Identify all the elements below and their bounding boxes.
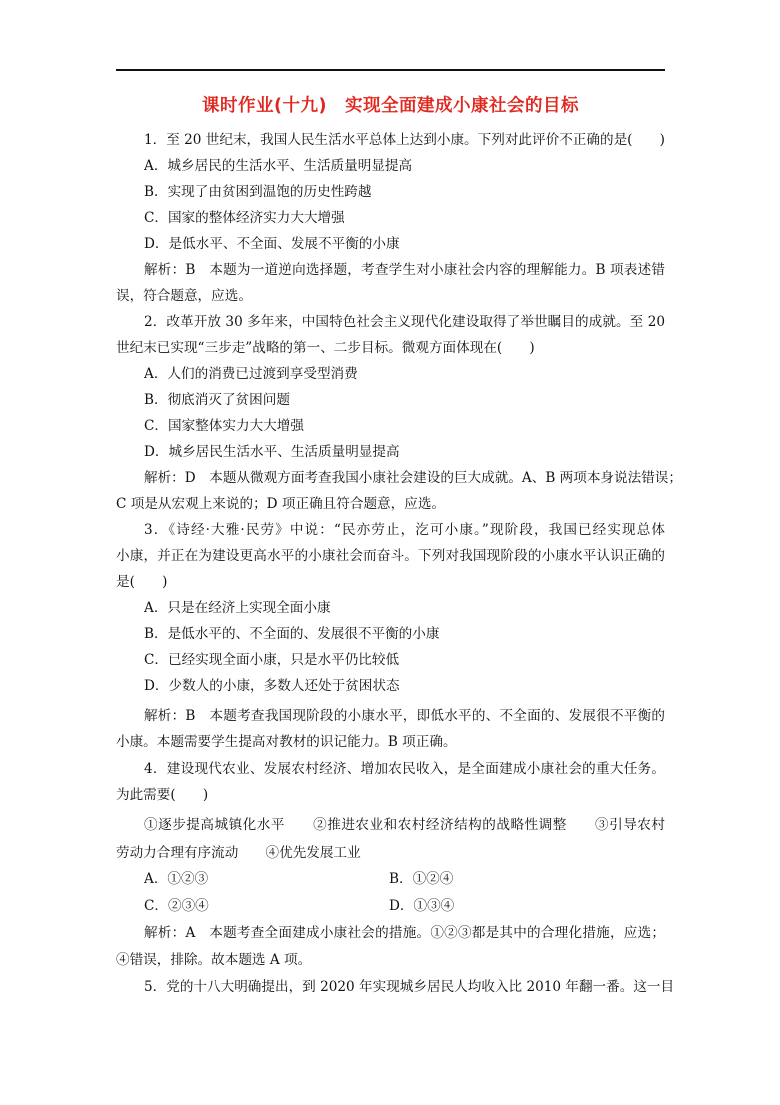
q4-analysis: 解析：A 本题考查全面建成小康社会的措施。①②③都是其中的合理化措施，应选； bbox=[144, 925, 665, 941]
q2-stem-cont: 世纪末已实现“三步走”战略的第一、二步目标。微观方面体现在( ) bbox=[116, 340, 535, 356]
q4-statements-cont: 劳动力合理有序流动 ④优先发展工业 bbox=[116, 845, 361, 861]
q3-option-a: A．只是在经济上实现全面小康 bbox=[144, 600, 331, 616]
q1-analysis-cont: 误，符合题意，应选。 bbox=[116, 288, 252, 304]
q1-option-a: A．城乡居民的生活水平、生活质量明显提高 bbox=[144, 158, 413, 174]
q4-statements: ①逐步提高城镇化水平 ②推进农业和农村经济结构的战略性调整 ③引导农村 bbox=[144, 817, 665, 833]
q2-stem: 2．改革开放 30 多年来，中国特色社会主义现代化建设取得了举世瞩目的成就。至 20 bbox=[144, 314, 665, 330]
q3-stem-cont: 小康，并正在为建设更高水平的小康社会而奋斗。下列对我国现阶段的小康水平认识正确的 bbox=[116, 548, 665, 564]
q3-analysis-cont: 小康。本题需要学生提高对教材的识记能力。B 项正确。 bbox=[116, 734, 457, 750]
q4-option-b: B．①②④ bbox=[389, 871, 454, 887]
title-part2: 实现全面建成小康社会的目标 bbox=[345, 96, 579, 116]
q3-option-b: B．是低水平的、不全面的、发展很不平衡的小康 bbox=[144, 626, 440, 642]
q4-option-d: D．①③④ bbox=[389, 898, 455, 914]
q3-stem-end: 是( ) bbox=[116, 574, 168, 590]
q1-option-b: B．实现了由贫困到温饱的历史性跨越 bbox=[144, 184, 372, 200]
q4-stem: 4．建设现代农业、发展农村经济、增加农民收入，是全面建成小康社会的重大任务。 bbox=[144, 761, 665, 777]
q4-option-a: A．①②③ bbox=[144, 871, 209, 887]
q2-analysis-cont: C 项是从宏观上来说的；D 项正确且符合题意，应选。 bbox=[116, 496, 446, 512]
q1-option-c: C．国家的整体经济实力大大增强 bbox=[144, 210, 345, 226]
q3-option-d: D．少数人的小康，多数人还处于贫困状态 bbox=[144, 678, 400, 694]
q3-analysis: 解析：B 本题考查我国现阶段的小康水平，即低水平的、不全面的、发展很不平衡的 bbox=[144, 708, 665, 724]
page-title bbox=[116, 92, 665, 117]
title-part1: 课时作业(十九) bbox=[202, 96, 327, 116]
q2-option-b: B．彻底消灭了贫困问题 bbox=[144, 392, 290, 408]
q5-stem: 5．党的十八大明确提出，到 2020 年实现城乡居民人均收入比 2010 年翻一番。这一目 bbox=[144, 979, 675, 995]
q4-stem-cont: 为此需要( ) bbox=[116, 787, 209, 803]
header-rule bbox=[116, 69, 665, 71]
q4-analysis-cont: ④错误，排除。故本题选 A 项。 bbox=[116, 952, 312, 968]
q1-stem: 1．至 20 世纪末，我国人民生活水平总体上达到小康。下列对此评价不正确的是( ) bbox=[144, 132, 665, 148]
q2-analysis: 解析：D 本题从微观方面考查我国小康社会建设的巨大成就。A、B 两项本身说法错误； bbox=[144, 470, 682, 486]
q3-option-c: C．已经实现全面小康，只是水平仍比较低 bbox=[144, 652, 400, 668]
q1-analysis: 解析：B 本题为一道逆向选择题，考查学生对小康社会内容的理解能力。B 项表述错 bbox=[144, 262, 665, 278]
q2-option-c: C．国家整体实力大大增强 bbox=[144, 418, 304, 434]
q1-option-d: D．是低水平、不全面、发展不平衡的小康 bbox=[144, 236, 400, 252]
q2-option-d: D．城乡居民生活水平、生活质量明显提高 bbox=[144, 444, 400, 460]
q4-option-c: C．②③④ bbox=[144, 898, 209, 914]
q3-stem: 3．《诗经·大雅·民劳》中说：“民亦劳止，汔可小康。”现阶段，我国已经实现总体 bbox=[144, 522, 665, 538]
q2-option-a: A．人们的消费已过渡到享受型消费 bbox=[144, 366, 358, 382]
